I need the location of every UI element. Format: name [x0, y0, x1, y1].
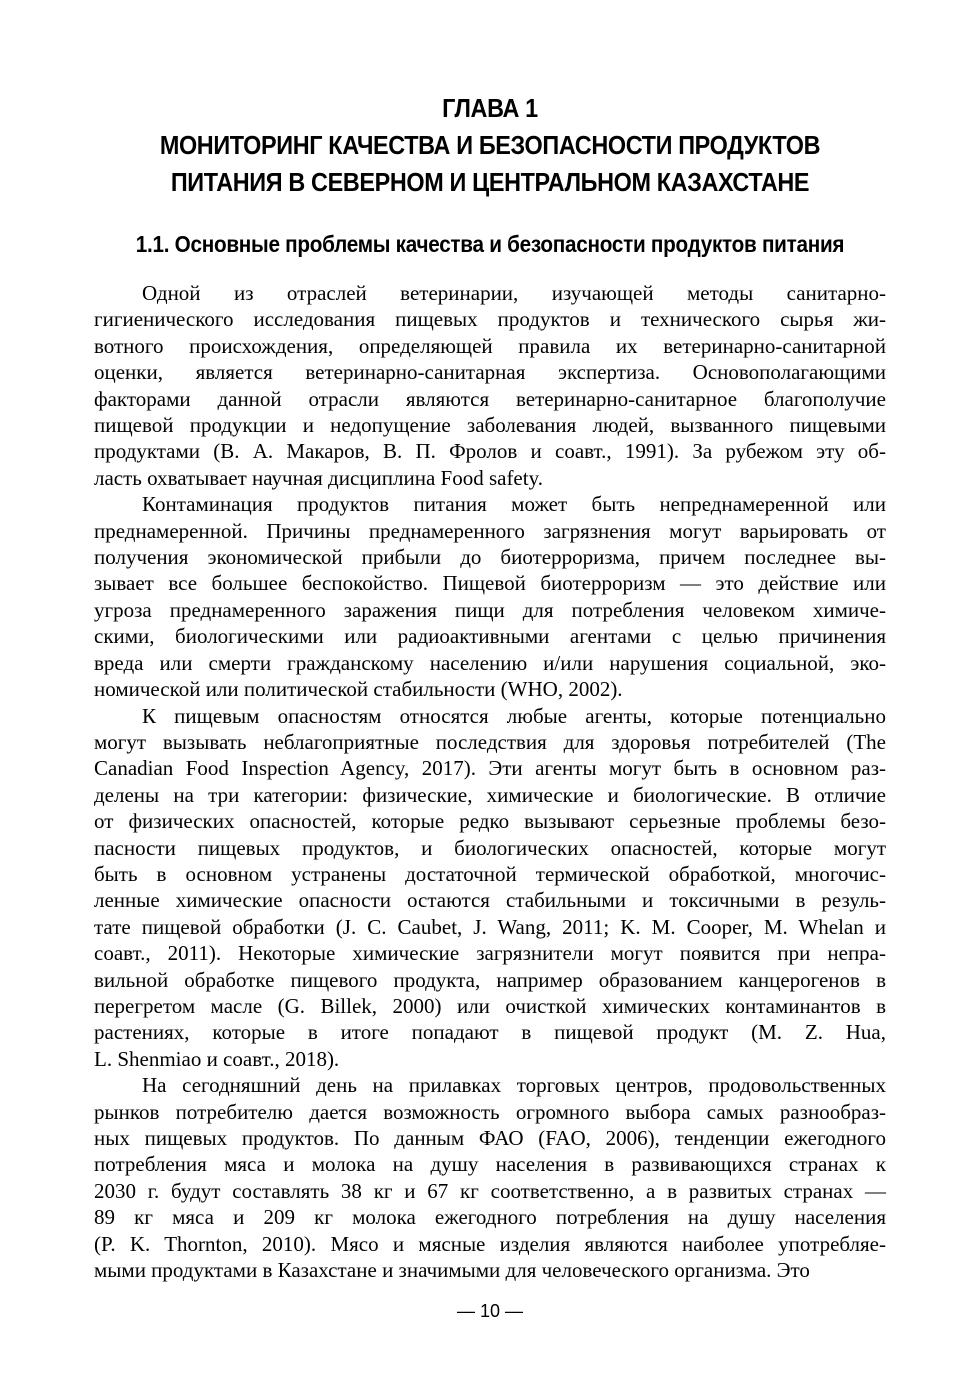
paragraph-line: К пищевым опасностям относятся любые агенты, которые потенциально — [142, 703, 886, 728]
paragraph-line: Контаминация продуктов питания может быть непреднамеренной или — [142, 492, 886, 517]
paragraph-line: (P. K. Thornton, 2010). Мясо и мясные изделия являются наиболее употребляе- — [94, 1231, 886, 1256]
paragraph-line: могут вызывать неблагоприятные последствия для здоровья потребителей (The — [94, 729, 886, 754]
page-number: — 10 — — [456, 1301, 524, 1321]
paragraph — [94, 1072, 886, 1283]
paragraph-line: вреда или смерти гражданскому населению и/или нарушения социальной, эко- — [94, 650, 886, 675]
paragraph-line: соавт., 2011). Некоторые химические загрязнители могут появится при непра- — [94, 941, 886, 966]
paragraph-line: оценки, является ветеринарно-санитарная экспертиза. Основополагающими — [94, 360, 886, 385]
chapter-number: ГЛАВА 1 — [442, 93, 538, 123]
paragraph-line: На сегодняшний день на прилавках торговых центров, продовольственных — [142, 1073, 886, 1098]
paragraph-line: растениях, которые в итоге попадают в пищевой продукт (M. Z. Hua, — [94, 1020, 886, 1045]
paragraph-line: Canadian Food Inspection Agency, 2017). Эти агенты могут быть в основном раз- — [94, 756, 886, 781]
paragraph-line: зывает все большее беспокойство. Пищевой биотерроризм — это действие или — [94, 571, 886, 596]
chapter-title-line-2: ПИТАНИЯ В СЕВЕРНОМ И ЦЕНТРАЛЬНОМ КАЗАХСТАНЕ — [170, 167, 810, 197]
chapter-heading — [121, 90, 859, 201]
paragraph-line: пищевой продукции и недопущение заболевания людей, вызванного пищевыми — [94, 413, 886, 438]
section-heading: 1.1. Основные проблемы качества и безопасности продуктов питания — [135, 231, 845, 257]
paragraph-line: от физических опасностей, которые редко вызывают серьезные проблемы безо- — [94, 809, 886, 834]
paragraph-line: ласть охватывает научная дисциплина Food safety. — [94, 465, 543, 490]
paragraph-line: тате пищевой обработки (J. C. Caubet, J. Wang, 2011; K. M. Cooper, M. Whelan и — [94, 914, 886, 939]
chapter-title-line-1: МОНИТОРИНГ КАЧЕСТВА И БЕЗОПАСНОСТИ ПРОДУКТОВ — [159, 130, 821, 160]
paragraph-line: ных пищевых продуктов. По данным ФАО (FAO, 2006), тенденции ежегодного — [94, 1126, 886, 1150]
paragraph-line: получения экономической прибыли до биотерроризма, причем последнее вы- — [94, 545, 886, 570]
paragraph-line: потребления мяса и молока на душу населения в развивающихся странах к — [94, 1152, 886, 1177]
paragraph-line: преднамеренной. Причины преднамеренного загрязнения могут варьировать от — [94, 518, 886, 543]
paragraph-line: гигиенического исследования пищевых продуктов и технического сырья жи- — [94, 307, 886, 332]
paragraph-line: L. Shenmiao и соавт., 2018). — [94, 1046, 340, 1071]
paragraph-line: мыми продуктами в Казахстане и значимыми для человеческого организма. Это — [94, 1258, 810, 1283]
body-text — [94, 280, 886, 1283]
paragraph-line: продуктами (В. А. Макаров, В. П. Фролов и соавт., 1991). За рубежом эту об- — [94, 439, 886, 464]
paragraph — [94, 703, 886, 1073]
paragraph-line: факторами данной отрасли являются ветеринарно-санитарное благополучие — [94, 386, 886, 411]
paragraph — [94, 280, 886, 491]
paragraph-line: 2030 г. будут составлять 38 кг и 67 кг соответственно, а в развитых странах — — [94, 1178, 886, 1203]
paragraph-line: вильной обработке пищевого продукта, например образованием канцерогенов в — [94, 967, 886, 992]
paragraph-line: Одной из отраслей ветеринарии, изучающей методы санитарно- — [142, 281, 886, 305]
paragraph-line: быть в основном устранены достаточной термической обработкой, многочис- — [94, 861, 886, 886]
paragraph-line: номической или политической стабильности (WHO, 2002). — [94, 677, 623, 702]
paragraph-line: перегретом масле (G. Billek, 2000) или очисткой химических контаминантов в — [94, 993, 886, 1018]
paragraph-line: рынков потребителю дается возможность огромного выбора самых разнообраз- — [94, 1099, 886, 1124]
paragraph-line: угроза преднамеренного заражения пищи для потребления человеком химиче- — [94, 597, 886, 622]
paragraph-line: делены на три категории: физические, химические и биологические. В отличие — [94, 782, 886, 807]
paragraph-line: скими, биологическими или радиоактивными агентами с целью причинения — [94, 624, 886, 649]
paragraph-line: пасности пищевых продуктов, и биологических опасностей, которые могут — [94, 835, 886, 860]
paragraph-line: 89 кг мяса и 209 кг молока ежегодного потребления на душу населения — [94, 1205, 886, 1230]
paragraph-line: ленные химические опасности остаются стабильными и токсичными в резуль- — [94, 888, 886, 913]
paragraph-line: вотного происхождения, определяющей правила их ветеринарно-санитарной — [94, 333, 886, 358]
paragraph — [94, 491, 886, 702]
